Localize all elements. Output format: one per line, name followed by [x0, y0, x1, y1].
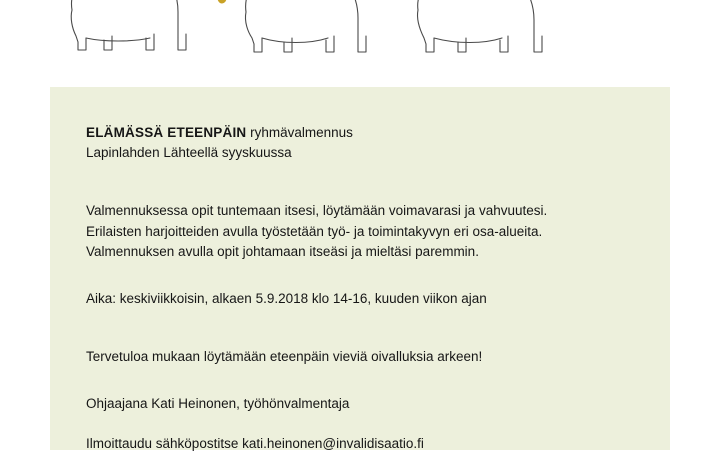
card-heading-rest: ryhmävalmennus	[246, 125, 353, 140]
body-line-1: Valmennuksessa opit tuntemaan itsesi, löytämään voimavarasi ja vahvuutesi.	[86, 203, 548, 218]
spacer	[86, 263, 634, 289]
body-paragraph	[86, 201, 634, 263]
spacer	[86, 309, 634, 347]
spacer	[86, 368, 634, 394]
card-subheading: Lapinlahden Lähteellä syyskuussa	[86, 145, 292, 160]
spacer	[86, 414, 634, 434]
gold-accent-dot-icon	[218, 0, 227, 4]
instructor-text: Ohjaajana Kati Heinonen, työhönvalmentaja	[86, 395, 350, 411]
card-heading-strong: ELÄMÄSSÄ ETEENPÄIN	[86, 125, 247, 140]
signup-text: Ilmoittaudu sähköpostitse kati.heinonen@invalidisaatio.fi	[86, 436, 424, 451]
spacer	[86, 163, 634, 201]
body-line-3: Valmennuksen avulla opit johtamaan itseäsi ja mieltäsi paremmin.	[86, 244, 479, 259]
schedule-text: Aika: keskiviikkoisin, alkaen 5.9.2018 klo 14-16, kuuden viikon ajan	[86, 290, 487, 306]
welcome-text: Tervetuloa mukaan löytämään eteenpäin vieviä oivalluksia arkeen!	[86, 349, 483, 364]
header-illustration	[0, 0, 720, 60]
card-heading	[86, 123, 634, 143]
announcement-card	[50, 87, 670, 450]
body-line-2: Erilaisten harjoitteiden avulla työstetään työ- ja toimintakyvyn eri osa-alueita.	[86, 223, 543, 239]
dogs-line-drawing-icon	[0, 0, 720, 60]
